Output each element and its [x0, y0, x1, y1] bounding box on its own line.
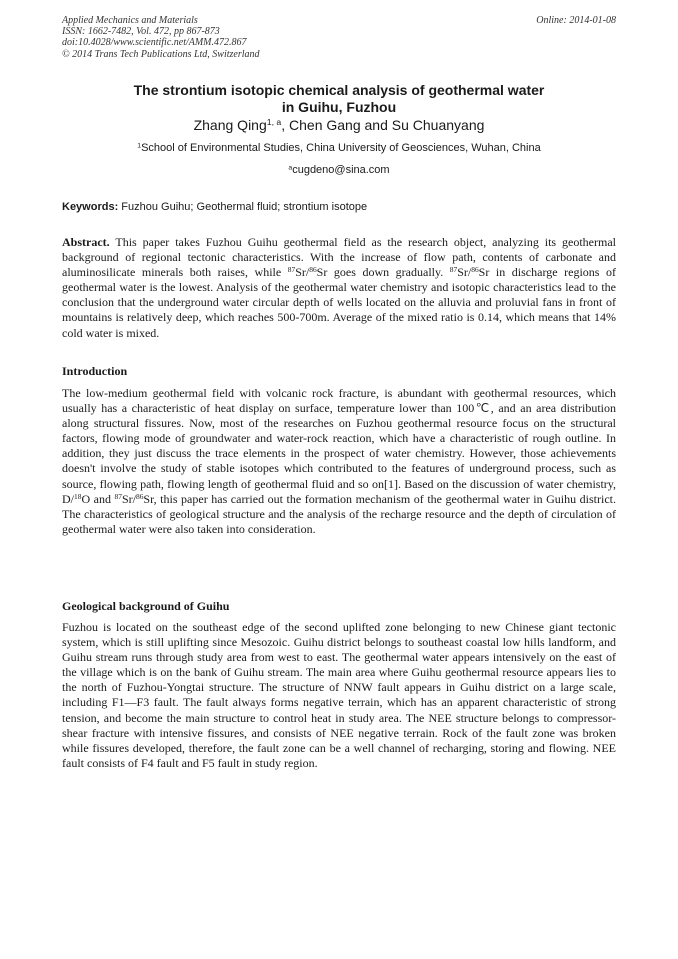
author-list	[62, 116, 616, 134]
issn-line: ISSN: 1662-7482, Vol. 472, pp 867-873	[62, 26, 220, 38]
isotope-sup: 18	[74, 491, 82, 501]
abstract-text-1: This paper takes Fuzhou Guihu geothermal field as the research object, analyzing its geothermal background of regional tectonic characteristics. With the increase of flow path, contents of carbonate and aluminosilicate minerals both raises, while	[62, 235, 616, 280]
author-rest: , Chen Gang and Su Chuanyang	[281, 117, 485, 133]
abstract	[62, 235, 616, 341]
isotope-text: Sr/	[457, 265, 472, 280]
email-mark: a	[288, 164, 293, 172]
section-heading-geology: Geological background of Guihu	[62, 599, 230, 613]
isotope-sup: 86	[471, 265, 479, 275]
isotope-text: Sr goes down gradually.	[316, 265, 450, 280]
online-date: Online: 2014-01-08	[536, 15, 616, 26]
isotope-sup: 87	[449, 265, 458, 275]
doi-line: doi:10.4028/www.scientific.net/AMM.472.867	[62, 37, 247, 49]
affiliation-text: School of Environmental Studies, China University of Geosciences, Wuhan, China	[141, 142, 541, 154]
keywords-label: Keywords:	[62, 201, 119, 213]
introduction-paragraph	[62, 386, 616, 537]
isotope-text: Sr/	[121, 491, 136, 506]
affiliation-mark: 1	[137, 142, 142, 150]
intro-text-1: The low-medium geothermal field with volcanic rock fracture, is abundant with geothermal resources, which usually has a characteristic of heat display on surface, temperature lower than 100℃, and an area distribution along structural fissures. Now, most of the researches on Fuzhou geothermal resource focus on the structural factors, flowing mode of groundwater and water-rock reaction, which have a characteristic of rough outline. In addition, they just discuss the trace elements in the prospect of water chemistry. However, those achievements doesn't involve the study of stable isotopes which contributed to the features of underground process, such as source, flowing path, flowing length of geothermal fluid and so on[1]. Based on the discussion of water chemistry, D/	[62, 386, 616, 506]
abstract-text-2: in discharge regions of geothermal water is the lowest. Analysis of the geothermal water chemistry and isotopic characteristics lead to the conclusion that the underground water circular depth of wells located on the alluvia and proluvial fans in front of mountains is relatively deep, which reaches 500-700m. Average of the mixed ratio is 0.14, which means that 14% cold water is mixed.	[62, 265, 617, 340]
title-line-2: in Guihu, Fuzhou	[281, 99, 397, 115]
email-text: cugdeno@sina.com	[292, 164, 390, 176]
section-heading-introduction: Introduction	[62, 364, 128, 378]
isotope-sup: 87	[114, 491, 122, 501]
abstract-label: Abstract.	[62, 235, 110, 249]
isotope-text: Sr/	[295, 265, 310, 280]
paper-title	[62, 82, 616, 116]
author-first-affil-mark: 1, a	[266, 117, 282, 128]
isotope-text: Sr	[478, 265, 490, 280]
geology-paragraph: Fuzhou is located on the southeast edge of the second uplifted zone belonging to new Chinese giant tectonic system, which is still uplifting since Mesozoic. Guihu district belongs to southeast coastal low hills landform, and Guihu stream runs through study area from west to east. The geothermal water appears intensively on the east of the village which is on the bank of Guihu stream. The main area where Guihu geothermal resource appears lies to the north of Fuzhou-Yongtai structure. The structure of NNW fault appears in Guihu district on a large scale, including F1—F3 fault. The fault always forms negative terrain, which has an apparent characteristic of strong tension, and become the main structure to control heat in study area. The NEE structure belongs to compressor-shear fracture with intensive fissures, and consists of NEE negative terrain. Rock of the fault zone was broken while fissures developed, therefore, the fault zone can be a well channel of recharging, storing and flowing. NEE fault consists of F4 fault and F5 fault in study region.	[62, 620, 616, 770]
intro-text-2: , this paper has carried out the formation mechanism of the geothermal water in Guihu district. The characteristics of geological structure and the analysis of the recharge resource and the depth of circulation of geothermal water were also taken into consideration.	[62, 491, 616, 536]
affiliation	[62, 141, 616, 155]
isotope-sup: 86	[309, 265, 317, 275]
author-first: Zhang Qing	[193, 117, 267, 133]
isotope-sup: 86	[135, 491, 144, 501]
journal-header	[62, 15, 616, 60]
copyright-line: © 2014 Trans Tech Publications Ltd, Switzerland	[62, 48, 260, 60]
keywords-text: Fuzhou Guihu; Geothermal fluid; strontium isotope	[118, 201, 368, 213]
isotope-sup: 87	[287, 265, 296, 275]
isotope-text: O and	[81, 491, 115, 506]
title-line-1: The strontium isotopic chemical analysis of geothermal water	[133, 82, 545, 98]
journal-name: Applied Mechanics and Materials	[62, 15, 198, 26]
author-email	[62, 163, 616, 177]
keywords	[62, 200, 616, 214]
isotope-text: Sr	[143, 491, 154, 506]
